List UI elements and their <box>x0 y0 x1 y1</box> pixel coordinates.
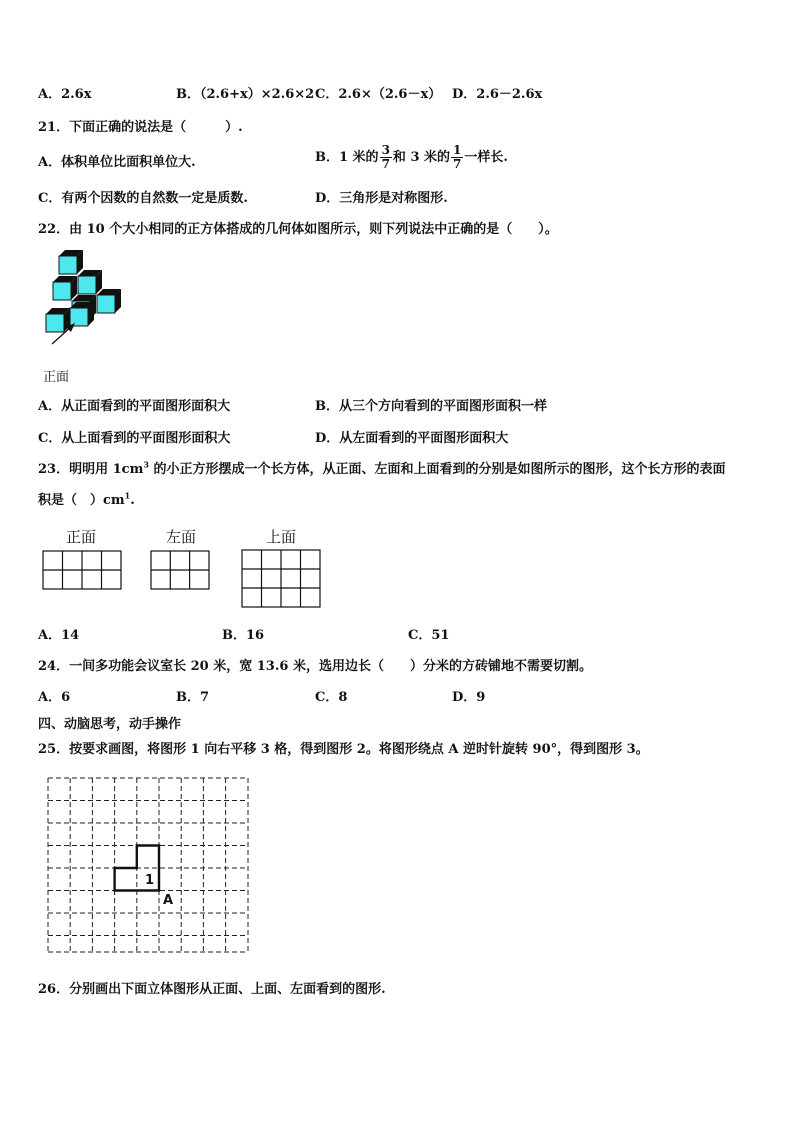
q21-option-d: D．三角形是对称图形. <box>315 191 448 206</box>
q23-stem-line1 <box>38 458 725 477</box>
q24-option-c: C．8 <box>315 690 348 705</box>
view-top-label: 上面 <box>266 528 297 546</box>
q22-option-b: B．从三个方向看到的平面图形面积一样 <box>315 399 547 414</box>
q23-stem-line2 <box>38 489 135 508</box>
cube <box>70 302 94 326</box>
q22-stem: 22．由 10 个大小相同的正方体搭成的几何体如图所示，则下列说法中正确的是（ ）。 <box>38 222 558 237</box>
q23-option-a: A．14 <box>38 628 80 643</box>
cube <box>78 270 102 294</box>
q23-stem-post: 的小正方形摆成一个长方体，从正面、左面和上面看到的分别是如图所示的图形，这个长方形的表面 <box>148 462 726 477</box>
q24-option-a: A．6 <box>38 690 71 705</box>
q22-option-a: A．从正面看到的平面图形面积大 <box>38 399 231 414</box>
front-view-grid <box>42 550 124 591</box>
q23-stem-pre: 23．明明用 1cm <box>38 462 144 477</box>
q22-option-c: C．从上面看到的平面图形面积大 <box>38 431 231 446</box>
fraction-3-7 <box>380 144 392 171</box>
q21-option-c: C．有两个因数的自然数一定是质数. <box>38 191 248 206</box>
q25-stem: 25．按要求画图，将图形 1 向右平移 3 格，得到图形 2。将图形绕点 A 逆时针旋转 90°，得到图形 3。 <box>38 742 649 757</box>
q20-option-d: D．2.6－2.6x <box>452 87 543 102</box>
fraction-denominator: 7 <box>453 157 462 171</box>
fraction-denominator: 7 <box>381 157 390 171</box>
q23-stem-line2-pre: 积是（ ）cm <box>38 493 125 508</box>
fraction-1-7 <box>451 144 463 171</box>
q20-option-c: C．2.6×（2.6－x） <box>315 87 442 102</box>
cube <box>53 276 77 300</box>
q21-stem: 21．下面正确的说法是（ ）. <box>38 120 243 135</box>
top-view-grid <box>241 549 322 609</box>
dashed-grid-figure <box>46 776 252 956</box>
q24-stem: 24．一间多功能会议室长 20 米，宽 13.6 米，选用边长（ ）分米的方砖铺地不需要切割。 <box>38 659 592 674</box>
dashed-grid <box>48 778 248 952</box>
cube <box>46 308 70 332</box>
q23-option-c: C．51 <box>408 628 450 643</box>
cube-stack-figure <box>38 244 138 349</box>
q21-option-b <box>315 138 508 178</box>
q21-option-b-mid: 和 3 米的 <box>392 150 451 165</box>
q24-option-d: D．9 <box>452 690 486 705</box>
q24-option-b: B．7 <box>176 690 210 705</box>
front-label: 正面 <box>43 370 70 385</box>
q26-stem: 26．分别画出下面立体图形从正面、上面、左面看到的图形. <box>38 982 386 997</box>
q20-option-a: A．2.6x <box>38 87 92 102</box>
q23-stem-line2-post: . <box>130 493 135 508</box>
q20-option-b: B．（2.6+x）×2.6×2 <box>176 87 315 102</box>
left-view-grid <box>150 550 212 591</box>
fraction-numerator: 3 <box>381 143 390 157</box>
q21-option-a: A．体积单位比面积单位大. <box>38 155 196 170</box>
q21-option-b-pre: B．1 米的 <box>315 150 379 165</box>
fraction-numerator: 1 <box>453 143 462 157</box>
point-a-label: A <box>163 893 174 908</box>
q23-stem-line2-sup: 1 <box>124 490 131 501</box>
q21-option-b-post: 一样长. <box>464 150 508 165</box>
shape-1-label: 1 <box>145 873 155 888</box>
cube <box>59 250 83 274</box>
section-title: 四、动脑思考，动手操作 <box>38 717 182 732</box>
cube <box>97 289 121 313</box>
q22-option-d: D．从左面看到的平面图形面积大 <box>315 431 509 446</box>
view-left-label: 左面 <box>166 528 197 546</box>
q23-stem-sup: 3 <box>143 459 149 470</box>
view-front-label: 正面 <box>66 528 97 546</box>
q23-option-b: B．16 <box>222 628 265 643</box>
